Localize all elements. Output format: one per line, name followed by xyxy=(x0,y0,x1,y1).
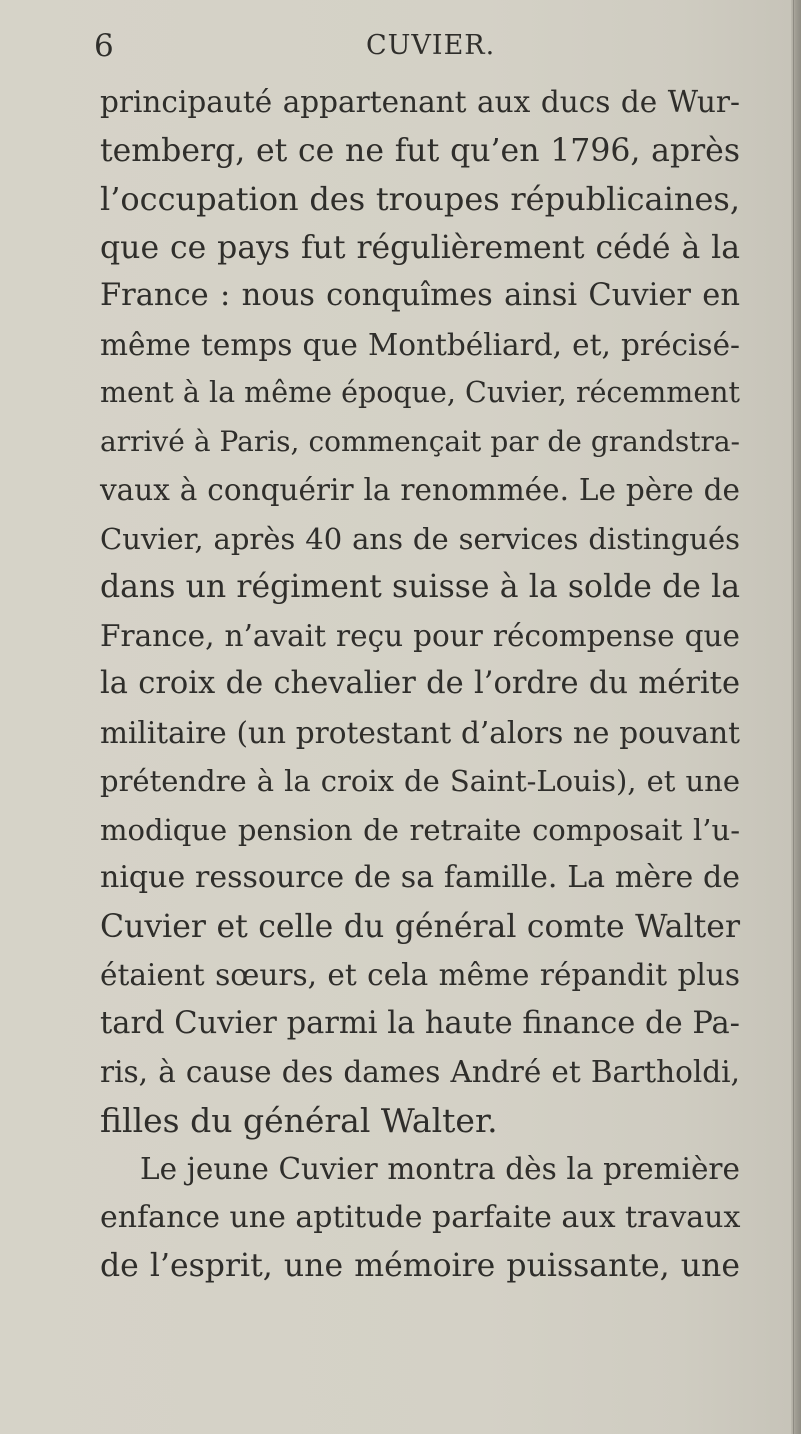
paragraph-start-line: Le jeune Cuvier montra dès la première xyxy=(140,1152,740,1186)
text-line: France, n’avait reçu pour récompense que xyxy=(100,618,740,653)
text-line: Cuvier et celle du général comte Walter xyxy=(100,908,740,945)
text-line: ment à la même époque, Cuvier, récemment xyxy=(100,376,740,409)
text-line: ris, à cause des dames André et Bartholdi, xyxy=(100,1055,740,1089)
text-line: France : nous conquîmes ainsi Cuvier en xyxy=(100,278,740,313)
text-line: prétendre à la croix de Saint-Louis), et une xyxy=(100,764,740,798)
page-number: 6 xyxy=(94,28,115,64)
page-header xyxy=(0,26,801,66)
page-edge xyxy=(791,0,801,1434)
text-line: l’occupation des troupes républicaines, xyxy=(100,180,740,218)
running-title: CUVIER. xyxy=(366,30,496,61)
text-line: que ce pays fut régulièrement cédé à la xyxy=(100,229,740,266)
text-line: de l’esprit, une mémoire puissante, une xyxy=(100,1248,740,1284)
text-line: militaire (un protestant d’alors ne pouvant xyxy=(100,715,740,750)
text-line: dans un régiment suisse à la solde de la xyxy=(100,569,740,605)
paragraph-end-line: filles du général Walter. xyxy=(100,1100,498,1140)
text-line: modique pension de retraite composait l’u- xyxy=(100,812,740,847)
text-line: même temps que Montbéliard, et, précisé- xyxy=(100,327,740,362)
text-line: nique ressource de sa famille. La mère de xyxy=(100,860,740,895)
text-line: la croix de chevalier de l’ordre du mérite xyxy=(100,666,740,701)
text-line: Cuvier, après 40 ans de services distingués xyxy=(100,521,740,556)
text-line: vaux à conquérir la renommée. Le père de xyxy=(100,473,740,507)
text-line: tard Cuvier parmi la haute finance de Pa- xyxy=(100,1005,740,1041)
text-line: enfance une aptitude parfaite aux travaux xyxy=(100,1199,741,1235)
text-line: principauté appartenant aux ducs de Wur- xyxy=(100,85,740,119)
text-line: arrivé à Paris, commençait par de grandstra- xyxy=(100,424,740,458)
body-text xyxy=(100,78,740,1291)
text-line: temberg, et ce ne fut qu’en 1796, après xyxy=(100,132,740,169)
text-line: étaient sœurs, et cela même répandit plus xyxy=(100,958,740,992)
